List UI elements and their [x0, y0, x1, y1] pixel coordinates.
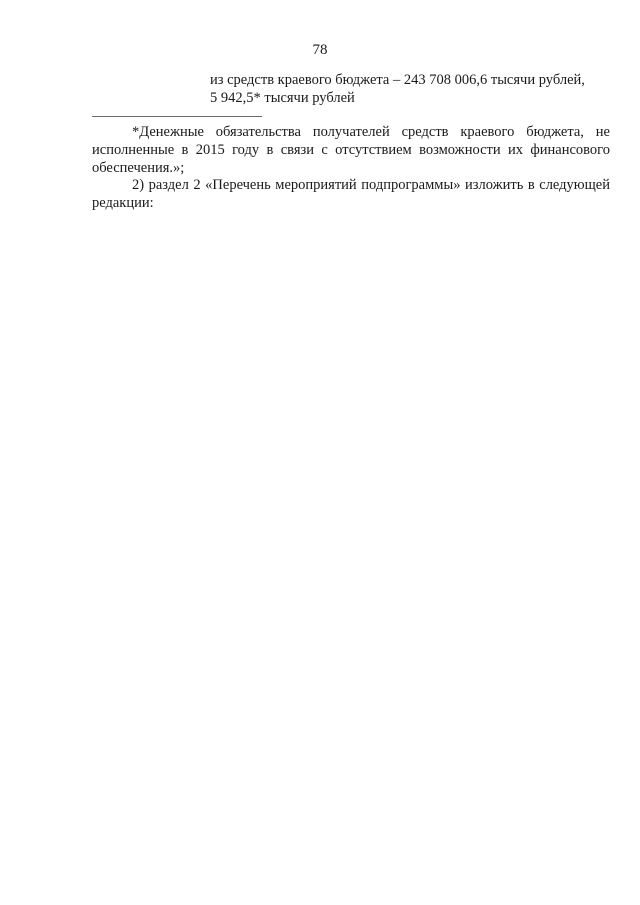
page-number: 78 — [312, 42, 328, 58]
amendment-paragraph: 2) раздел 2 «Перечень мероприятий подпрограммы» изложить в следующей редакции: — [92, 177, 610, 211]
budget-amount-line-continued: 5 942,5* тысячи рублей — [210, 90, 355, 106]
footnote-paragraph: *Денежные обязательства получателей средств краевого бюджета, не исполненные в 2015 году в связи с отсутствием возможности их финансового обеспечения.»; — [92, 124, 610, 176]
budget-amount-line: из средств краевого бюджета – 243 708 006,6 тысячи рублей, — [210, 72, 585, 88]
footnote-separator — [92, 116, 262, 117]
